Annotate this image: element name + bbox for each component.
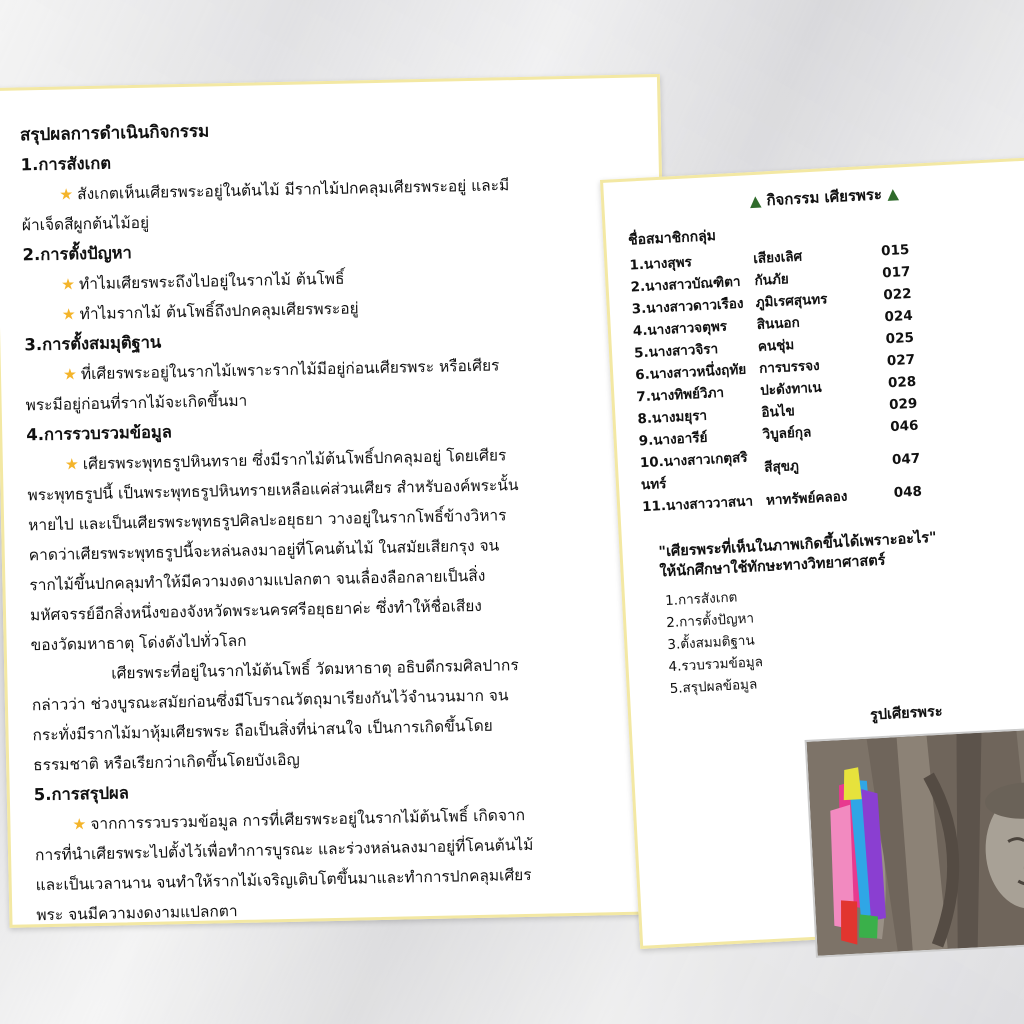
hypothesis-heading: 3.การตั้งสมมุติฐาน xyxy=(24,332,162,355)
activity-title-text: กิจกรรม เศียรพระ xyxy=(765,185,883,210)
member-surname: ภูมิเรศสุนทร xyxy=(755,291,828,312)
star-icon: ★ xyxy=(64,455,79,474)
summary-page xyxy=(0,74,677,928)
tree-icon: ▲ xyxy=(749,191,762,211)
observe-heading: 1.การสังเกต xyxy=(20,153,112,175)
member-number: 028 xyxy=(887,373,917,392)
hypothesis-text: ที่เศียรพระอยู่ในรากไม้เพราะรากไม้มีอยู่ก่อนเศียรพระ หรือเศียร xyxy=(80,356,500,384)
member-name: 5.นางสาวจิรา xyxy=(633,341,719,362)
list-item: 4.รวบรวมข้อมูล xyxy=(668,654,764,676)
list-item: 5.สรุปผลข้อมูล xyxy=(669,676,758,698)
member-surname: อินไข xyxy=(760,403,796,421)
collect-heading: 4.การรวบรวมข้อมูล xyxy=(26,422,173,445)
member-surname: หาทรัพย์คลอง xyxy=(765,488,848,509)
collect-line: ของวัดมหาธาตุ โด่งดังไปทั่วโลก xyxy=(30,631,247,655)
member-surname: สินนอก xyxy=(756,314,801,333)
member-number: 029 xyxy=(888,395,918,414)
member-number: 027 xyxy=(886,351,916,370)
question-line: ให้นักศึกษาใช้ทักษะทางวิทยาศาสตร์ xyxy=(659,552,886,581)
member-surname: เสียงเลิศ xyxy=(752,248,803,268)
question-line: "เศียรพระที่เห็นในภาพเกิดขึ้นได้เพราะอะไร" xyxy=(658,529,938,561)
collect-line: เศียรพระพุทธรูปหินทราย ซึ่งมีรากไม้ต้นโพธิ์ปกคลุมอยู่ โดยเศียร xyxy=(82,446,507,474)
list-item: 2.การตั้งปัญหา xyxy=(665,610,755,632)
buddha-head-image xyxy=(807,728,1024,956)
problem-question-1: ทำไมเศียรพระถึงไปอยู่ในรากไม้ ต้นโพธิ์ xyxy=(78,269,345,294)
collect-line: เศียรพระที่อยู่ในรากไม้ต้นโพธิ์ วัดมหาธาตุ อธิบดีกรมศิลปากร xyxy=(111,656,519,683)
member-surname: วิบูลย์กุล xyxy=(762,424,812,443)
picture-title: รูปเศียรพระ xyxy=(869,703,944,724)
member-name: 7.นางทิพย์วิภา xyxy=(636,384,725,406)
conclude-heading: 5.การสรุปผล xyxy=(33,783,130,805)
member-name: 8.นางมยุรา xyxy=(637,407,708,428)
member-name: 4.นางสาวจตุพร xyxy=(632,318,728,340)
collect-line: ธรรมชาติ หรือเรียกว่าเกิดขึ้นโดยบังเอิญ xyxy=(33,750,300,775)
member-number: 024 xyxy=(884,307,914,326)
member-surname: กันภัย xyxy=(754,271,790,290)
problem-question-2: ทำไมรากไม้ ต้นโพธิ์ถึงปกคลุมเศียรพระอยู่ xyxy=(79,299,359,324)
collect-line: กระทั่งมีรากไม้มาหุ้มเศียรพระ ถือเป็นสิ่งที่น่าสนใจ เป็นการเกิดขึ้นโดย xyxy=(32,716,493,745)
conclude-line: พระ จนมีความงดงามแปลกตา xyxy=(36,902,238,925)
collect-line: คาดว่าเศียรพระพุทธรูปนี้จะหล่นลงมาอยู่ที่โคนต้นไม้ ในสมัยเสียกรุง จน xyxy=(28,536,500,565)
member-name: 1.นางสุพร xyxy=(629,254,693,274)
tree-icon: ▲ xyxy=(886,184,900,203)
star-icon: ★ xyxy=(59,185,74,204)
collect-line: กล่าวว่า ช่วงบูรณะสมัยก่อนซึ่งมีโบราณวัตถุมาเรียงกันไว้จำนวนมาก จน xyxy=(31,686,509,715)
star-icon: ★ xyxy=(61,305,76,324)
member-name: 2.นางสาวบัณฑิตา xyxy=(630,273,741,296)
member-number: 025 xyxy=(885,329,915,348)
member-surname: ปะดังทาเน xyxy=(759,379,823,399)
member-surname: การบรรจง xyxy=(758,357,821,377)
member-name: 11.นางสาววาสนา xyxy=(641,493,754,516)
member-number: 048 xyxy=(893,483,923,502)
member-name: 9.นางอารีย์ xyxy=(638,429,708,450)
members-table xyxy=(629,233,1024,517)
collect-line: พระพุทธรูปนี้ เป็นพระพุทธรูปหินทรายเหลือแค่ส่วนเศียร สำหรับองค์พระนั้น xyxy=(27,476,519,505)
steps-list xyxy=(665,570,1024,700)
member-name: 6.นางสาวหนึ่งฤทัย xyxy=(634,361,747,384)
summary-title: สรุปผลการดำเนินกิจกรรม xyxy=(19,121,210,146)
observe-text-cont: ผ้าเจ็ดสีผูกต้นไม้อยู่ xyxy=(21,213,150,235)
hypothesis-text-cont: พระมีอยู่ก่อนที่รากไม้จะเกิดขึ้นมา xyxy=(25,391,248,415)
conclude-line: การที่นำเศียรพระไปตั้งไว้เพื่อทำการบูรณะ และร่วงหล่นลงมาอยู่ที่โคนต้นไม้ xyxy=(34,835,534,865)
star-icon: ★ xyxy=(72,815,87,834)
member-surname: สีสุขภู xyxy=(763,457,800,476)
members-heading: ชื่อสมาชิกกลุ่ม xyxy=(627,228,717,249)
star-icon: ★ xyxy=(62,365,78,384)
list-item: 1.การสังเกต xyxy=(664,589,738,610)
member-surname: คนชุ่ม xyxy=(757,337,795,355)
collect-line: หายไป และเป็นเศียรพระพุทธรูปศิลปะอยุธยา วางอยู่ในรากโพธิ์ข้างวิหาร xyxy=(27,506,507,535)
buddha-head-photo xyxy=(805,726,1024,958)
member-name: 10.นางสาวเกตุสรินทร์ xyxy=(639,449,748,494)
conclude-line: และเป็นเวลานาน จนทำให้รากไม้เจริญเติบโตขึ้นมาและทำการปกคลุมเศียร xyxy=(35,865,532,895)
observe-text: สังเกตเห็นเศียรพระอยู่ในต้นไม้ มีรากไม้ปกคลุมเศียรพระอยู่ และมี xyxy=(76,176,510,204)
list-item: 3.ตั้งสมมติฐาน xyxy=(667,632,756,654)
member-number: 017 xyxy=(881,263,911,282)
collect-line: มหัศจรรย์อีกสิ่งหนึ่งของจังหวัดพระนครศรีอยุธยาค่ะ ซึ่งทำให้ชื่อเสียง xyxy=(29,596,483,625)
conclude-line: จากการรวบรวมข้อมูล การที่เศียรพระอยู่ในรากไม้ต้นโพธิ์ เกิดจาก xyxy=(90,805,526,834)
collect-line: รากไม้ขึ้นปกคลุมทำให้มีความงดงามแปลกตา จนเลื่องลือกลายเป็นสิ่ง xyxy=(29,566,486,595)
problem-heading: 2.การตั้งปัญหา xyxy=(22,243,132,265)
star-icon: ★ xyxy=(60,275,76,294)
member-number: 022 xyxy=(883,285,912,304)
activity-page xyxy=(600,157,1024,949)
member-number: 046 xyxy=(889,417,919,436)
member-number: 047 xyxy=(891,450,921,469)
member-number: 015 xyxy=(880,241,910,260)
member-name: 3.นางสาวดาวเรือง xyxy=(631,295,744,318)
